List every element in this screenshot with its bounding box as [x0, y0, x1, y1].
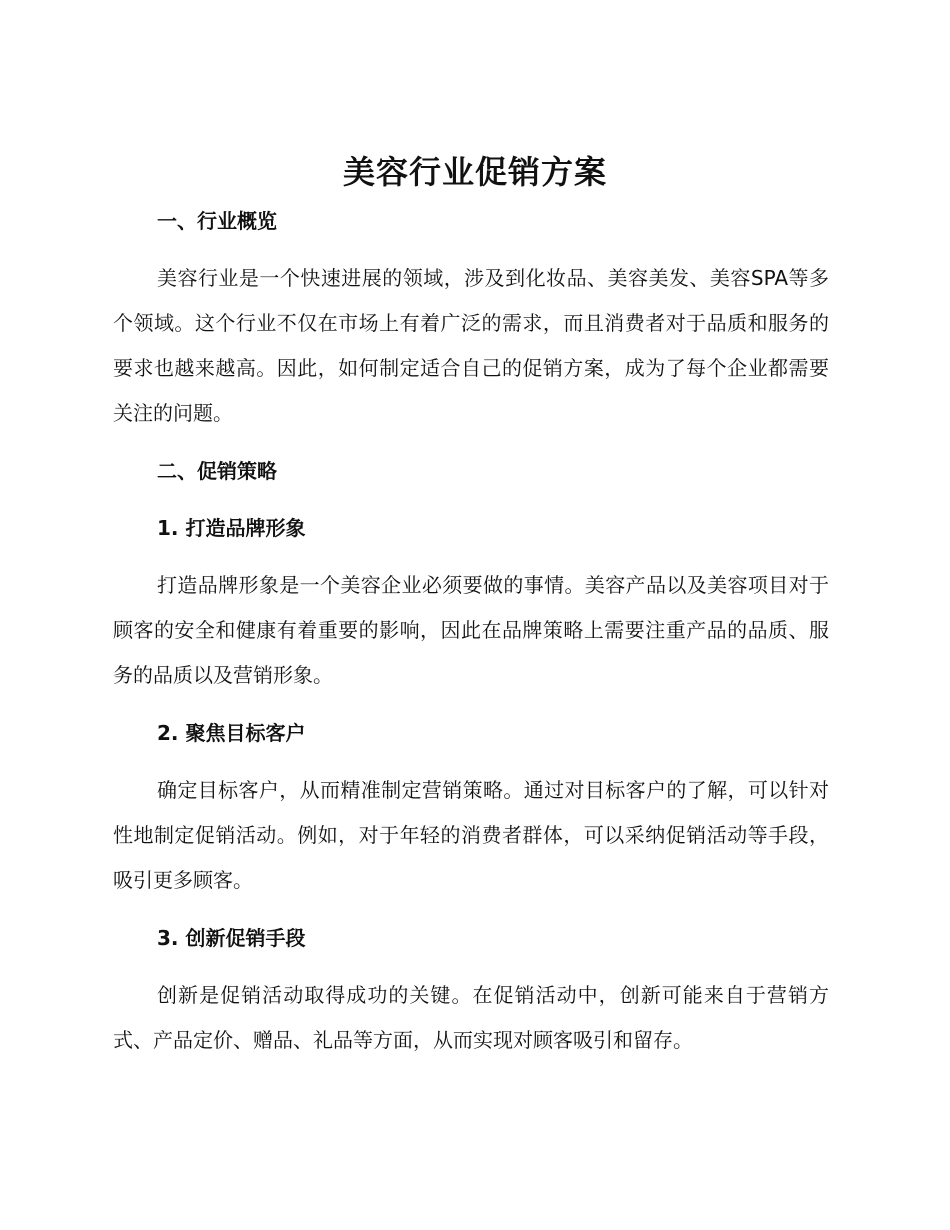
section-heading-promotion-strategy: 二、促销策略	[157, 459, 277, 483]
subheading-target-customers: 2. 聚焦目标客户	[157, 721, 306, 745]
paragraph-brand-image: 打造品牌形象是一个美容企业必须要做的事情。美容产品以及美容项目对于顾客的安全和健康有着重要的影响，因此在品牌策略上需要注重产品的品质、服务的品质以及营销形象。	[113, 573, 829, 687]
paragraph-industry-overview: 美容行业是一个快速进展的领域，涉及到化妆品、美容美发、美容SPA等多个领域。这个行业不仅在市场上有着广泛的需求，而且消费者对于品质和服务的要求也越来越高。因此，如何制定适合自己的促销方案，成为了每个企业都需要关注的问题。	[113, 266, 829, 425]
subheading-brand-image: 1. 打造品牌形象	[157, 516, 306, 540]
paragraph-innovative-promotion: 创新是促销活动取得成功的关键。在促销活动中，创新可能来自于营销方式、产品定价、赠品、礼品等方面，从而实现对顾客吸引和留存。	[113, 983, 829, 1052]
paragraph-target-customers: 确定目标客户，从而精准制定营销策略。通过对目标客户的了解，可以针对性地制定促销活动。例如，对于年轻的消费者群体，可以采纳促销活动等手段，吸引更多顾客。	[113, 778, 829, 892]
document-title: 美容行业促销方案	[342, 153, 607, 191]
section-heading-industry-overview: 一、行业概览	[157, 209, 277, 233]
subheading-innovative-promotion: 3. 创新促销手段	[157, 926, 306, 950]
